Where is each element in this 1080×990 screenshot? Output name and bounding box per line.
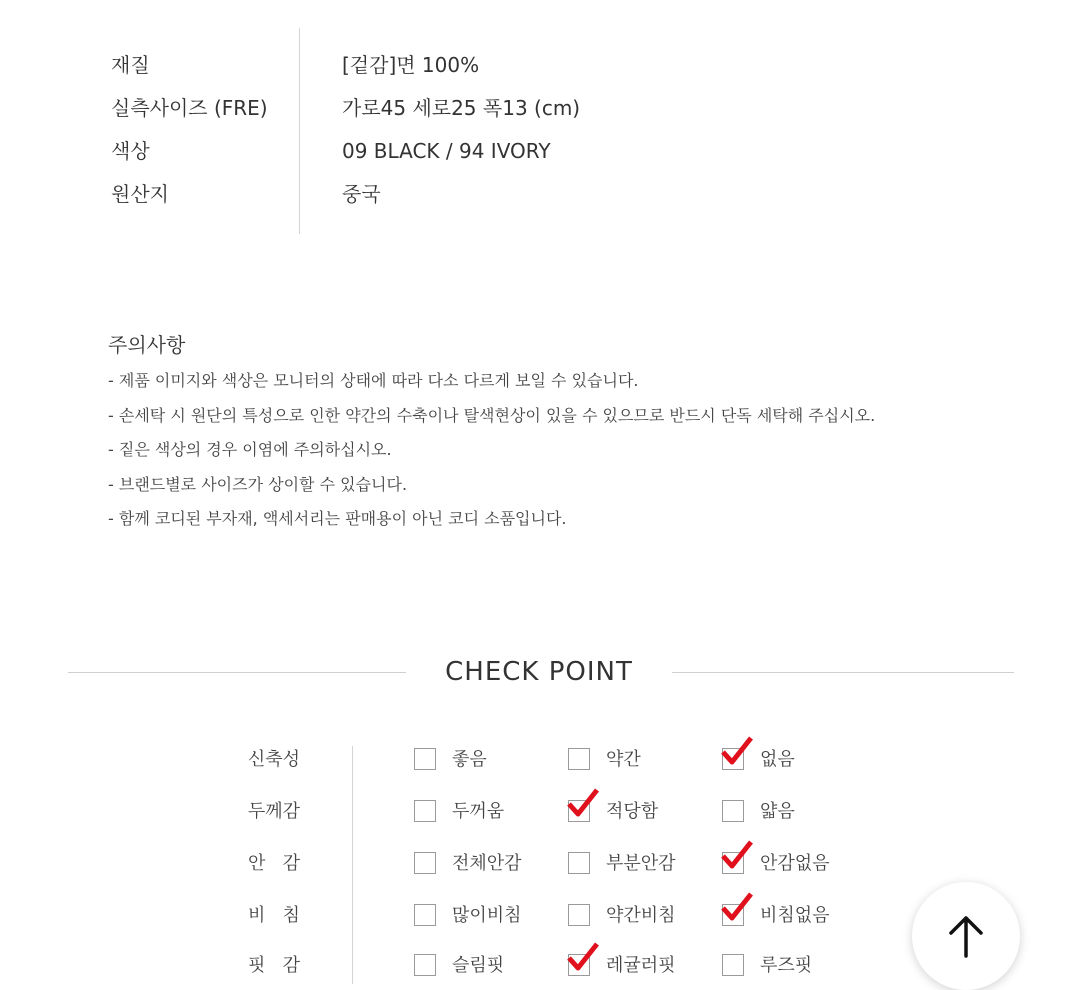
scroll-to-top-button[interactable] [912, 882, 1020, 990]
check-option-label: 약간 [606, 749, 641, 770]
checkbox[interactable] [414, 904, 436, 926]
check-row-label: 비 침 [248, 905, 300, 926]
check-option-label: 약간비침 [606, 905, 676, 926]
checkbox[interactable] [568, 852, 590, 874]
check-row-stretch [0, 742, 1080, 778]
divider-line [68, 672, 406, 673]
checkbox[interactable] [414, 852, 436, 874]
check-option-label: 좋음 [452, 749, 487, 770]
divider-line [672, 672, 1014, 673]
check-option-label: 두꺼움 [452, 801, 505, 822]
check-mark-icon [566, 942, 600, 976]
spec-row-origin [0, 179, 1080, 209]
check-row-label: 핏 감 [248, 955, 300, 976]
check-row-label: 안 감 [248, 853, 300, 874]
arrow-up-icon [946, 914, 986, 958]
check-option-label: 레귤러핏 [606, 955, 676, 976]
check-mark-icon [720, 892, 754, 926]
caution-item: - 함께 코디된 부자재, 액세서리는 판매용이 아닌 코디 소품입니다. [108, 509, 567, 528]
checkbox[interactable] [568, 748, 590, 770]
spec-label: 원산지 [111, 182, 169, 206]
check-mark-icon [720, 736, 754, 770]
spec-table [0, 28, 1080, 234]
checkbox[interactable] [722, 954, 744, 976]
checkbox[interactable] [414, 800, 436, 822]
caution-item: - 브랜드별로 사이즈가 상이할 수 있습니다. [108, 474, 408, 494]
check-option-label: 적당함 [606, 801, 659, 822]
check-option-label: 안감없음 [760, 853, 830, 874]
spec-row-size [0, 93, 1080, 123]
check-option-label: 루즈핏 [760, 955, 813, 976]
check-option-label: 많이비침 [452, 905, 522, 926]
spec-label: 재질 [111, 53, 150, 77]
check-mark-icon [566, 788, 600, 822]
spec-value: [겉감]면 100% [342, 53, 480, 77]
checkbox[interactable] [414, 748, 436, 770]
check-option-label: 전체안감 [452, 853, 522, 874]
check-option-label: 없음 [760, 749, 795, 770]
check-point-header [0, 650, 1080, 694]
check-mark-icon [720, 840, 754, 874]
spec-label: 실측사이즈 (FRE) [111, 96, 268, 120]
spec-value: 가로45 세로25 폭13 (cm) [342, 96, 581, 120]
caution-list [108, 364, 1028, 537]
checkbox[interactable] [414, 954, 436, 976]
check-option-label: 슬림핏 [452, 955, 505, 976]
caution-item: - 짙은 색상의 경우 이염에 주의하십시오. [108, 440, 392, 459]
check-row-label: 두께감 [247, 801, 301, 822]
spec-value: 09 BLACK / 94 IVORY [342, 139, 551, 163]
spec-row-material [0, 50, 1080, 80]
caution-item: - 제품 이미지와 색상은 모니터의 상태에 따라 다소 다르게 보일 수 있습니다. [108, 371, 639, 390]
spec-value: 중국 [342, 182, 381, 206]
spec-label: 색상 [111, 139, 150, 163]
caution-title: 주의사항 [108, 333, 186, 357]
caution-item: - 손세탁 시 원단의 특성으로 인한 약간의 수축이나 탈색현상이 있을 수 있으므로 반드시 단독 세탁해 주십시오. [108, 405, 876, 425]
check-row-thickness [0, 794, 1080, 830]
check-row-lining [0, 846, 1080, 882]
checkbox[interactable] [722, 800, 744, 822]
caution-section [108, 330, 1028, 537]
check-option-label: 부분안감 [606, 853, 676, 874]
check-option-label: 비침없음 [760, 905, 830, 926]
check-row-label: 신축성 [247, 749, 301, 770]
check-point-title: CHECK POINT [445, 657, 633, 687]
check-option-label: 얇음 [760, 801, 795, 822]
checkbox[interactable] [568, 904, 590, 926]
spec-row-color [0, 136, 1080, 166]
